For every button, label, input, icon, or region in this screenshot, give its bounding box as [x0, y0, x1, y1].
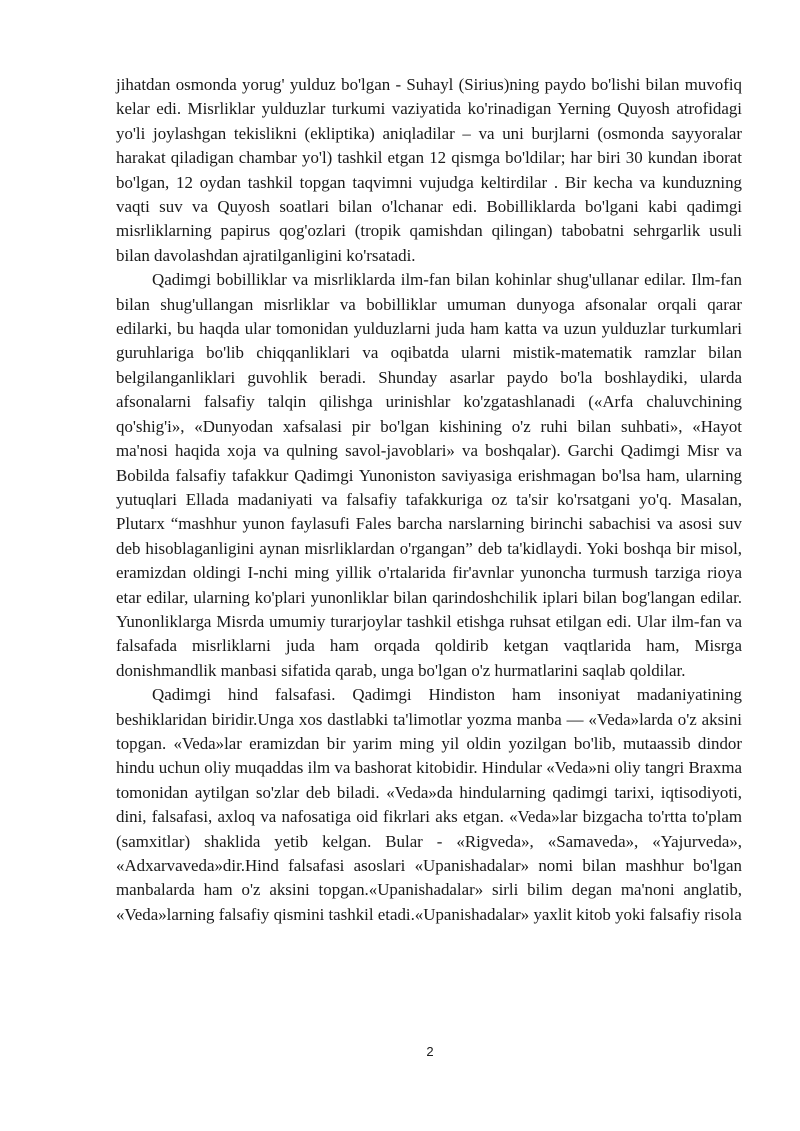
body-text	[116, 73, 742, 927]
paragraph: Qadimgi bobilliklar va misrliklarda ilm-fan bilan kohinlar shug'ullanar edilar. Ilm-fan bilan shug'ullangan misrliklar va bobilliklar umuman dunyoga afsonalar orqali qarar edilarki, bu haqda ular tomonidan yulduzlarni juda ham katta va uzun yulduzlar turkumlari guruhlariga bo'lib chiqqanliklari va oqibatda ularni mistik-matematik ramzlar bilan belgilanganliklari guvohlik beradi. Shunday asarlar paydo bo'la boshlaydiki, ularda afsonalarni falsafiy talqin qilishga urinishlar ko'zgatashlanadi («Arfa chaluvchining qo'shig'i», «Dunyodan xafsalasi pir bo'lgan kishining o'z ruhi bilan suhbati», «Hayot ma'nosi haqida xoja va qulning savol-javoblari» va boshqalar). Garchi Qadimgi Misr va Bobilda falsafiy tafakkur Qadimgi Yunoniston saviyasiga erishmagan bo'lsa ham, ularning yutuqlari Ellada madaniyati va falsafiy tafakkuriga oz ta'sir ko'rsatgani yo'q. Masalan, Plutarx “mashhur yunon faylasufi Fales barcha narslarning birinchi sabachisi va asosi suv deb hisoblaganligini aynan misrliklardan o'rgangan” deb ta'kidlaydi. Yoki boshqa bir misol, eramizdan oldingi I-nchi ming yillik o'rtalarida fir'avnlar yunoncha turmush tarziga rioya etar edilar, ularning ko'plari yunonliklar bilan qarindoshchilik iplari bilan bog'langan edilar. Yunonliklarga Misrda umumiy turarjoylar tashkil etishga ruhsat etilgan edi. Ular ilm-fan va falsafada misrliklarni juda ham orqada qoldirib ketgan vaqtlarida ham, Misrga donishmandlik manbasi sifatida qarab, unga bo'lgan o'z hurmatlarini saqlab qoldilar.	[116, 270, 742, 680]
paragraph: Qadimgi hind falsafasi. Qadimgi Hindiston ham insoniyat madaniyatining beshiklaridan biridir.Unga xos dastlabki ta'limotlar yozma manba — «Veda»larda o'z aksini topgan. «Veda»lar eramizdan bir yarim ming yil oldin yozilgan bo'lib, mutaassib dindor hindu uchun oliy muqaddas ilm va bashorat kitobidir. Hindular «Veda»ni oliy tangri Braxma tomonidan aytilgan so'zlar deb biladi. «Veda»da hindularning qadimgi tarixi, iqtisodiyoti, dini, falsafasi, axloq va nafosatiga oid fikrlari aks etgan. «Veda»lar bizgacha to'rtta to'plam (samxitlar) shaklida yetib kelgan. Bular - «Rigveda», «Samaveda», «Yajurveda», «Adxarvaveda»dir.Hind falsafasi asoslari «Upanishadalar» nomi bilan mashhur bo'lgan manbalarda ham o'z aksini topgan.«Upanishadalar» sirli bilim degan ma'noni anglatib, «Veda»larning falsafiy qismini tashkil etadi.«Upanishadalar» yaxlit kitob yoki falsafiy risola	[116, 685, 742, 924]
page-number: 2	[426, 1044, 434, 1059]
paragraph: jihatdan osmonda yorug' yulduz bo'lgan - Suhayl (Sirius)ning paydo bo'lishi bilan muvofiq kelar edi. Misrliklar yulduzlar turkumi vaziyatida ko'rinadigan Yerning Quyosh atrofidagi yo'li joylashgan tekislikni (ekliptika) aniqladilar – va uni burjlarni (osmonda sayyoralar harakat qiladigan chambar yo'l) tashkil etgan 12 qismga bo'ldilar; har biri 30 kundan iborat bo'lgan, 12 oydan tashkil topgan taqvimni vujudga keltirdilar . Bir kecha va kunduzning vaqti suv va Quyosh soatlari bilan o'lchanar edi. Bobilliklarda bo'lgani kabi qadimgi misrliklarning papirus qog'ozlari (tropik qamishdan qilingan) tabobatni sehrgarlik usuli bilan davolashdan ajratilganligini ko'rsatadi.	[116, 75, 742, 265]
